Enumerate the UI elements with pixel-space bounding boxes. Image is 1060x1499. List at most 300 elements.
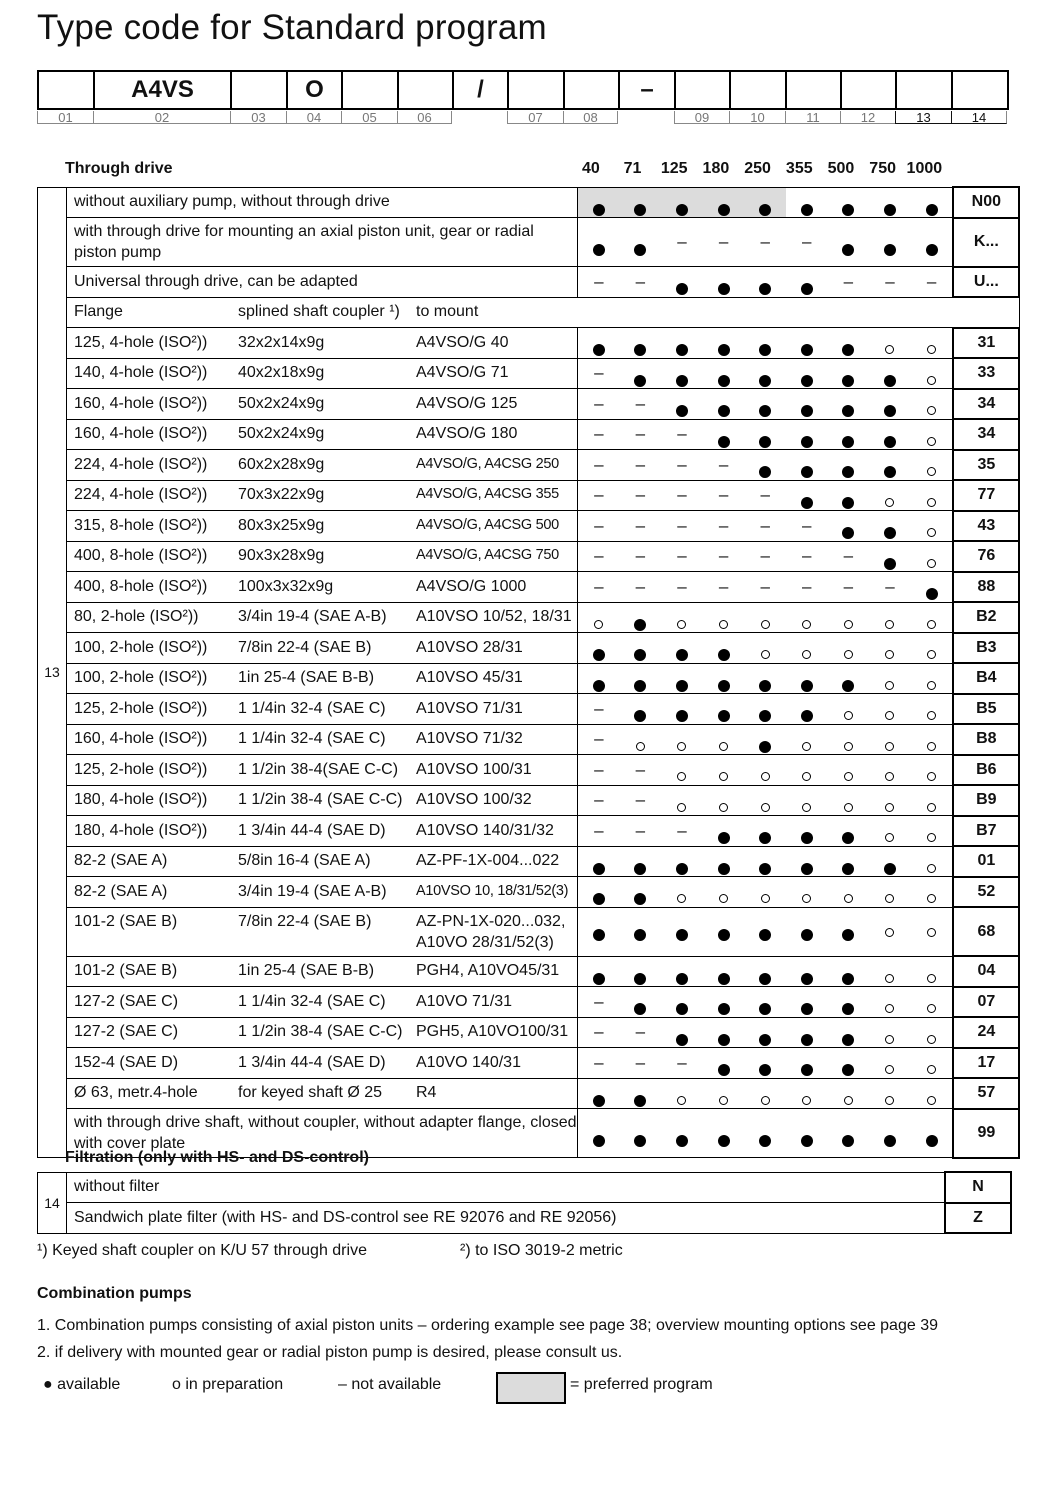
in-preparation-circle xyxy=(719,1096,728,1105)
type-code-position: 02 xyxy=(93,111,230,124)
not-available-dash: – xyxy=(635,1022,646,1042)
not-available-dash: – xyxy=(677,485,687,505)
in-preparation-circle xyxy=(927,467,936,476)
flange-value: 80, 2-hole (ISO²)) xyxy=(74,608,199,626)
coupler-value: 60x2x28x9g xyxy=(238,455,325,473)
availability-cell xyxy=(786,663,828,694)
order-code: N00 xyxy=(953,187,1019,218)
availability-cell xyxy=(869,816,911,847)
available-dot xyxy=(676,1034,688,1046)
in-preparation-circle xyxy=(927,345,936,354)
availability-cell xyxy=(744,389,786,420)
available-dot xyxy=(801,1064,813,1076)
available-dot xyxy=(842,863,854,875)
availability-cell xyxy=(620,389,662,420)
order-code: B4 xyxy=(953,663,1019,694)
type-code-position: 13 xyxy=(895,111,951,124)
available-dot xyxy=(718,1034,730,1046)
table-row xyxy=(38,877,1020,908)
availability-cell xyxy=(661,358,703,389)
available-dot xyxy=(926,1135,938,1147)
in-preparation-circle xyxy=(802,650,811,659)
table-row xyxy=(38,187,1020,218)
table-row xyxy=(38,419,1020,450)
type-code-cell: O xyxy=(286,70,341,110)
coupler-value: 1 1/2in 38-4 (SAE C-C) xyxy=(238,791,403,809)
availability-cell xyxy=(578,846,620,877)
availability-cell xyxy=(578,987,620,1018)
type-code-bar xyxy=(37,70,1011,110)
filtration-heading: Filtration (only with HS- and DS-control) xyxy=(65,1149,369,1166)
in-preparation-circle xyxy=(844,894,853,903)
not-available-dash: – xyxy=(677,546,687,566)
availability-cell xyxy=(911,785,954,816)
availability-cell xyxy=(828,602,870,633)
flange-value: 400, 8-hole (ISO²)) xyxy=(74,577,208,595)
coupler-value: 7/8in 22-4 (SAE B) xyxy=(238,912,372,930)
legend-preferred-swatch xyxy=(496,1372,566,1404)
flange-row-columns xyxy=(74,639,577,657)
flange-row-columns xyxy=(74,852,577,870)
flange-row-columns xyxy=(74,395,577,413)
availability-cell xyxy=(661,633,703,664)
available-dot xyxy=(759,680,771,692)
order-code: B8 xyxy=(953,724,1019,755)
coupler-value: 32x2x14x9g xyxy=(238,333,325,351)
not-available-dash: – xyxy=(635,820,646,840)
available-dot xyxy=(676,710,688,722)
availability-cell xyxy=(620,755,662,786)
in-preparation-circle xyxy=(885,833,894,842)
not-available-dash: – xyxy=(635,759,646,779)
available-dot xyxy=(718,204,730,216)
availability-cell xyxy=(744,328,786,359)
available-dot xyxy=(676,973,688,985)
availability-cell xyxy=(620,633,662,664)
flange-row-columns xyxy=(74,883,577,901)
availability-cell xyxy=(703,846,745,877)
availability-cell xyxy=(911,663,954,694)
available-dot xyxy=(759,375,771,387)
availability-cell xyxy=(661,419,703,450)
available-dot xyxy=(842,1034,854,1046)
row-description xyxy=(67,785,578,816)
availability-cell xyxy=(703,987,745,1018)
availability-cell xyxy=(578,816,620,847)
table-row xyxy=(38,328,1020,359)
row-description xyxy=(67,328,578,359)
not-available-dash: – xyxy=(677,424,687,444)
table-row xyxy=(38,1078,1020,1109)
availability-cell xyxy=(869,389,911,420)
row-description xyxy=(67,358,578,389)
availability-cell xyxy=(661,328,703,359)
mount-value: A10VSO 71/32 xyxy=(416,730,523,748)
type-code-cell: – xyxy=(618,70,674,110)
availability-cell xyxy=(869,450,911,481)
coupler-value: 1 1/4in 32-4 (SAE C) xyxy=(238,730,386,748)
availability-cell xyxy=(620,987,662,1018)
availability-cell xyxy=(703,389,745,420)
available-dot xyxy=(718,863,730,875)
availability-cell xyxy=(620,1048,662,1079)
order-code: 68 xyxy=(953,907,1019,956)
availability-cell xyxy=(911,218,954,267)
available-dot xyxy=(884,405,896,417)
coupler-value: for keyed shaft Ø 25 xyxy=(238,1084,383,1102)
availability-cell xyxy=(744,633,786,664)
table-row xyxy=(38,480,1020,511)
order-code: B5 xyxy=(953,694,1019,725)
availability-cell xyxy=(744,987,786,1018)
availability-cell xyxy=(578,633,620,664)
available-dot xyxy=(759,1064,771,1076)
availability-cell xyxy=(744,572,786,603)
availability-cell xyxy=(828,987,870,1018)
order-code: 77 xyxy=(953,480,1019,511)
size-header: 355 xyxy=(785,160,813,177)
availability-cell xyxy=(786,907,828,956)
combination-heading: Combination pumps xyxy=(37,1285,192,1302)
availability-cell xyxy=(786,572,828,603)
type-code-position: 14 xyxy=(951,111,1007,124)
available-dot xyxy=(718,680,730,692)
availability-cell xyxy=(744,267,786,298)
table-row xyxy=(38,602,1020,633)
availability-cell xyxy=(578,450,620,481)
availability-cell xyxy=(828,450,870,481)
mount-value: A10VSO 45/31 xyxy=(416,669,523,687)
availability-cell xyxy=(703,663,745,694)
availability-cell xyxy=(703,633,745,664)
flange-value: 82-2 (SAE A) xyxy=(74,852,168,870)
flange-value: 400, 8-hole (ISO²)) xyxy=(74,547,208,565)
not-available-dash: – xyxy=(594,271,604,291)
table-row xyxy=(38,956,1020,987)
flange-value: 152-4 (SAE D) xyxy=(74,1053,179,1071)
footnote-2: ²) to ISO 3019-2 metric xyxy=(460,1242,623,1259)
availability-cell xyxy=(786,956,828,987)
availability-cell xyxy=(661,846,703,877)
flange-value: 180, 4-hole (ISO²)) xyxy=(74,821,208,839)
available-dot xyxy=(676,283,688,295)
row-description: with through drive shaft, without coupler, without adapter flange, closed with cover plate xyxy=(67,1109,578,1158)
availability-cell xyxy=(744,663,786,694)
available-dot xyxy=(593,1135,605,1147)
row-description xyxy=(67,877,578,908)
coupler-value: 50x2x24x9g xyxy=(238,394,325,412)
flange-value: 140, 4-hole (ISO²)) xyxy=(74,364,208,382)
in-preparation-circle xyxy=(719,803,728,812)
type-code-cell xyxy=(507,70,563,110)
row-description xyxy=(67,755,578,786)
available-dot xyxy=(634,649,646,661)
availability-cell xyxy=(911,1078,954,1109)
availability-cell xyxy=(911,358,954,389)
flange-row-columns xyxy=(74,1023,577,1041)
available-dot xyxy=(759,863,771,875)
availability-cell xyxy=(661,572,703,603)
mount-value: A10VSO 10/52, 18/31 xyxy=(416,608,572,626)
availability-cell xyxy=(828,816,870,847)
type-code-position: 03 xyxy=(230,111,286,124)
available-dot xyxy=(634,1135,646,1147)
availability-cell xyxy=(744,816,786,847)
size-header: 180 xyxy=(702,160,730,177)
availability-cell xyxy=(869,602,911,633)
availability-cell xyxy=(703,419,745,450)
type-code-position: 10 xyxy=(729,111,785,124)
availability-cell xyxy=(869,1109,911,1158)
availability-cell xyxy=(578,724,620,755)
in-preparation-circle xyxy=(927,928,936,937)
in-preparation-circle xyxy=(802,803,811,812)
availability-cell xyxy=(786,187,828,218)
type-code-cell xyxy=(785,70,840,110)
flange-row-columns xyxy=(74,791,577,809)
legend-preferred: = preferred program xyxy=(570,1376,713,1393)
available-dot xyxy=(676,680,688,692)
in-preparation-circle xyxy=(719,772,728,781)
available-dot xyxy=(842,204,854,216)
in-preparation-circle xyxy=(885,928,894,937)
type-code-position: 06 xyxy=(397,111,452,124)
in-preparation-circle xyxy=(885,974,894,983)
table-row xyxy=(38,755,1020,786)
available-dot xyxy=(634,893,646,905)
availability-cell xyxy=(744,694,786,725)
availability-cell xyxy=(828,785,870,816)
in-preparation-circle xyxy=(885,803,894,812)
in-preparation-circle xyxy=(885,345,894,354)
availability-cell xyxy=(578,187,620,218)
coupler-value: 3/4in 19-4 (SAE A-B) xyxy=(238,882,387,900)
size-column-headers xyxy=(570,160,945,178)
row-description xyxy=(67,846,578,877)
available-dot xyxy=(634,244,646,256)
flange-row-columns xyxy=(74,822,577,840)
availability-cell xyxy=(620,218,662,267)
availability-cell xyxy=(786,541,828,572)
order-code: B6 xyxy=(953,755,1019,786)
not-available-dash: – xyxy=(594,485,604,505)
available-dot xyxy=(634,344,646,356)
available-dot xyxy=(801,832,813,844)
flange-row-columns xyxy=(74,908,577,953)
availability-cell xyxy=(744,755,786,786)
available-dot xyxy=(801,863,813,875)
availability-cell xyxy=(744,907,786,956)
row-description xyxy=(67,724,578,755)
mount-value: A4VSO/G 1000 xyxy=(416,577,527,595)
in-preparation-circle xyxy=(719,620,728,629)
availability-cell xyxy=(661,602,703,633)
flange-value: 125, 4-hole (ISO²)) xyxy=(74,333,208,351)
flange-row-columns xyxy=(74,993,577,1011)
in-preparation-circle xyxy=(927,498,936,507)
coupler-value: 90x3x28x9g xyxy=(238,547,325,565)
in-preparation-circle xyxy=(927,376,936,385)
table-row xyxy=(38,541,1020,572)
available-dot xyxy=(634,619,646,631)
coupler-value: 1 1/2in 38-4 (SAE C-C) xyxy=(238,1023,403,1041)
available-dot xyxy=(801,710,813,722)
availability-cell xyxy=(786,267,828,298)
flange-value: Ø 63, metr.4-hole xyxy=(74,1084,198,1102)
not-available-dash: – xyxy=(677,1052,687,1072)
in-preparation-circle xyxy=(885,1096,894,1105)
available-dot xyxy=(801,1003,813,1015)
available-dot xyxy=(842,466,854,478)
order-code: 76 xyxy=(953,541,1019,572)
availability-cell xyxy=(703,755,745,786)
availability-cell xyxy=(620,785,662,816)
in-preparation-circle xyxy=(927,833,936,842)
table-row xyxy=(38,987,1020,1018)
row-description xyxy=(67,987,578,1018)
mount-value-line: A10VO 28/31/52(3) xyxy=(416,933,554,951)
flange-value: 160, 4-hole (ISO²)) xyxy=(74,425,208,443)
mount-value: PGH5, A10VO100/31 xyxy=(416,1023,569,1041)
not-available-dash: – xyxy=(635,454,646,474)
availability-cell xyxy=(869,846,911,877)
flange-value: 101-2 (SAE B) xyxy=(74,912,178,930)
in-preparation-circle xyxy=(885,620,894,629)
available-dot xyxy=(884,436,896,448)
flange-value: 100, 2-hole (ISO²)) xyxy=(74,669,208,687)
in-preparation-circle xyxy=(761,650,770,659)
row-description xyxy=(67,572,578,603)
available-dot xyxy=(676,344,688,356)
availability-cell xyxy=(828,572,870,603)
not-available-dash: – xyxy=(885,271,895,291)
availability-cell xyxy=(620,187,662,218)
in-preparation-circle xyxy=(802,742,811,751)
availability-cell xyxy=(869,419,911,450)
availability-cell xyxy=(578,572,620,603)
available-dot xyxy=(842,527,854,539)
mount-value: A4VSO/G, A4CSG 500 xyxy=(416,516,559,533)
available-dot xyxy=(634,710,646,722)
availability-cell xyxy=(869,1048,911,1079)
flange-value: 160, 4-hole (ISO²)) xyxy=(74,394,208,412)
in-preparation-circle xyxy=(885,742,894,751)
availability-cell xyxy=(828,267,870,298)
available-dot xyxy=(759,283,771,295)
coupler-value: 100x3x32x9g xyxy=(238,577,334,595)
in-preparation-circle xyxy=(594,620,603,629)
available-dot xyxy=(759,466,771,478)
availability-cell xyxy=(869,956,911,987)
flange-value: 224, 4-hole (ISO²)) xyxy=(74,486,208,504)
combination-item-1: 1. Combination pumps consisting of axial piston units – ordering example see page 38; overview mounting options see page 39 xyxy=(37,1317,938,1334)
availability-cell xyxy=(661,541,703,572)
available-dot xyxy=(801,466,813,478)
order-code: 99 xyxy=(953,1109,1019,1158)
coupler-value: 1 1/2in 38-4(SAE C-C) xyxy=(238,760,399,778)
through-drive-heading: Through drive xyxy=(65,160,173,177)
coupler-value: 7/8in 22-4 (SAE B) xyxy=(238,638,372,656)
flange-value: 127-2 (SAE C) xyxy=(74,1023,179,1041)
in-preparation-circle xyxy=(927,864,936,873)
availability-cell xyxy=(911,694,954,725)
row-description xyxy=(67,1078,578,1109)
availability-cell xyxy=(661,755,703,786)
flange-row-columns xyxy=(74,486,577,504)
legend-not-available: – not available xyxy=(338,1376,442,1393)
flange-value: 82-2 (SAE A) xyxy=(74,882,168,900)
order-code: B9 xyxy=(953,785,1019,816)
in-preparation-circle xyxy=(802,620,811,629)
availability-cell xyxy=(828,1017,870,1048)
availability-cell xyxy=(578,1078,620,1109)
order-code: Z xyxy=(945,1203,1011,1234)
availability-cell xyxy=(661,1017,703,1048)
order-code: 33 xyxy=(953,358,1019,389)
mount-value: A4VSO/G, A4CSG 250 xyxy=(416,455,559,472)
flange-header-columns xyxy=(74,303,1019,321)
in-preparation-circle xyxy=(927,1035,936,1044)
available-dot xyxy=(676,1003,688,1015)
available-dot xyxy=(759,1003,771,1015)
in-preparation-circle xyxy=(761,894,770,903)
order-code: 04 xyxy=(953,956,1019,987)
availability-cell xyxy=(869,358,911,389)
availability-cell xyxy=(661,877,703,908)
available-dot xyxy=(884,527,896,539)
availability-cell xyxy=(786,450,828,481)
availability-cell xyxy=(869,218,911,267)
availability-cell xyxy=(620,1078,662,1109)
availability-cell xyxy=(703,480,745,511)
availability-cell xyxy=(869,785,911,816)
available-dot xyxy=(759,710,771,722)
available-dot xyxy=(801,405,813,417)
availability-cell xyxy=(911,480,954,511)
availability-cell xyxy=(911,541,954,572)
not-available-dash: – xyxy=(635,393,646,413)
availability-cell xyxy=(703,218,745,267)
availability-cell xyxy=(786,511,828,542)
flange-row-columns xyxy=(74,547,577,565)
availability-cell xyxy=(911,956,954,987)
available-dot xyxy=(884,375,896,387)
availability-cell xyxy=(578,328,620,359)
availability-cell xyxy=(661,816,703,847)
availability-cell xyxy=(869,267,911,298)
coupler-value: 1in 25-4 (SAE B-B) xyxy=(238,962,375,980)
not-available-dash: – xyxy=(718,485,729,505)
available-dot xyxy=(759,973,771,985)
availability-cell xyxy=(828,846,870,877)
not-available-dash: – xyxy=(594,698,604,718)
availability-cell xyxy=(911,877,954,908)
not-available-dash: – xyxy=(760,546,770,566)
available-dot xyxy=(593,244,605,256)
row-description xyxy=(67,633,578,664)
mount-value: A4VSO/G 125 xyxy=(416,394,518,412)
availability-cell xyxy=(828,633,870,664)
type-code-position: 11 xyxy=(785,111,840,124)
in-preparation-circle xyxy=(802,894,811,903)
type-code-cell xyxy=(341,70,397,110)
type-code-position-numbers xyxy=(37,111,1011,125)
availability-cell xyxy=(786,846,828,877)
not-available-dash: – xyxy=(802,546,812,566)
availability-cell xyxy=(911,450,954,481)
row-description xyxy=(67,480,578,511)
availability-cell xyxy=(703,450,745,481)
